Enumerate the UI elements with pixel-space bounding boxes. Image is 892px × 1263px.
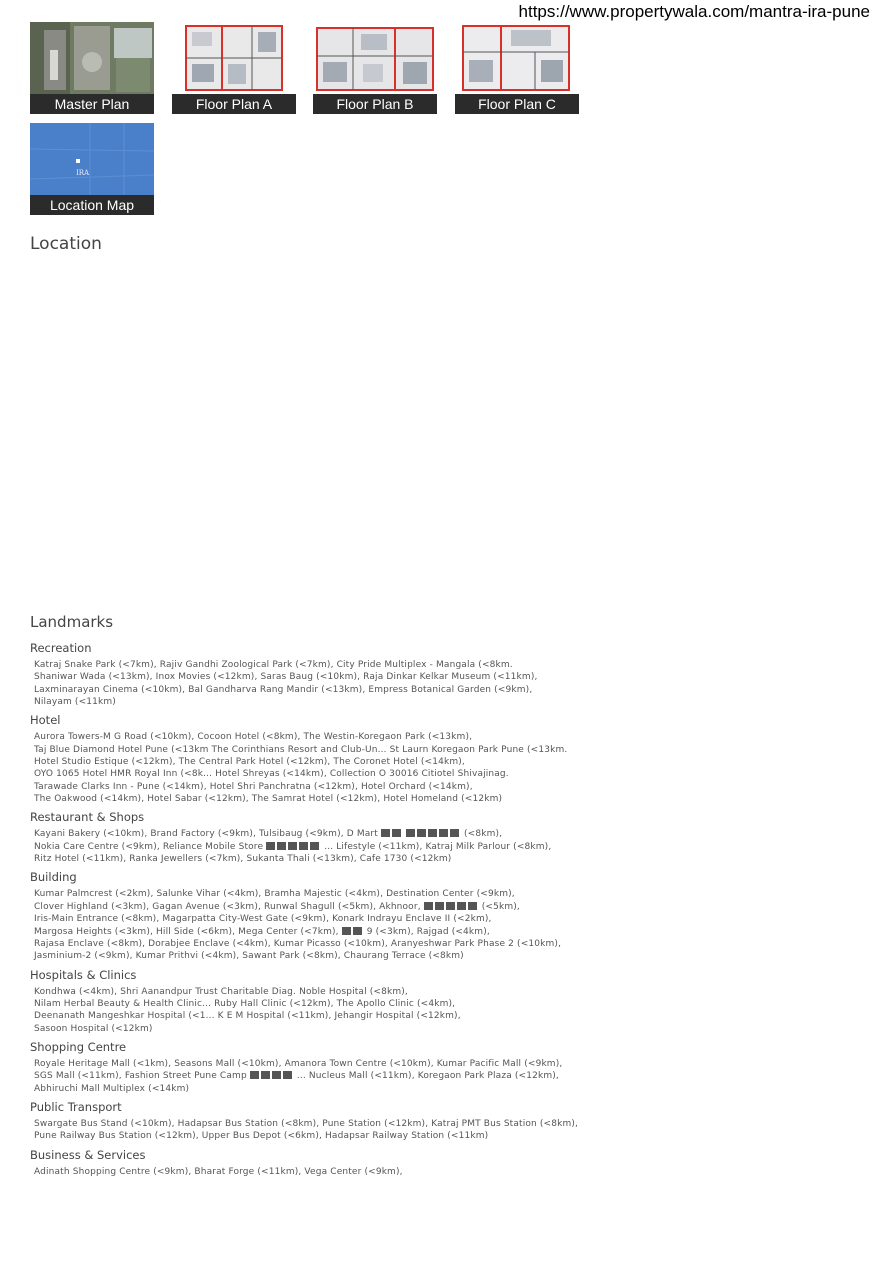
- landmark-section: [30, 870, 590, 962]
- landmark-section: [30, 968, 590, 1035]
- thumbnail-caption: Floor Plan A: [172, 94, 296, 114]
- unrendered-glyph-block: [299, 842, 308, 850]
- unrendered-glyph-block: [428, 829, 437, 837]
- landmark-line: [34, 986, 590, 998]
- landmark-text: OYO 1065 Hotel HMR Royal Inn (<8k... Hotel Shreyas (<14km), Collection O 30016 Citiotel Shivajinag.: [34, 769, 509, 780]
- landmark-section: [30, 641, 590, 708]
- landmark-text: Clover Highland (<3km), Gagan Avenue (<3km), Runwal Shagull (<5km), Akhnoor,: [34, 901, 421, 912]
- unrendered-glyph-block: [417, 829, 426, 837]
- landmark-text: Iris-Main Entrance (<8km), Magarpatta City-West Gate (<9km), Konark Indrayu Enclave II (<2km),: [34, 914, 492, 925]
- landmark-line: [34, 756, 590, 768]
- section-title: Hospitals & Clinics: [30, 967, 137, 982]
- landmark-line: [34, 768, 590, 780]
- landmarks-heading: Landmarks: [30, 613, 114, 631]
- location-map-thumbnail[interactable]: [30, 123, 154, 215]
- landmark-section: [30, 1100, 590, 1143]
- thumbnail-caption: Master Plan: [30, 94, 154, 114]
- landmark-text: Hotel Studio Estique (<12km), The Central Park Hotel (<12km), The Coronet Hotel (<14km),: [34, 757, 465, 768]
- landmark-text: Abhiruchi Mall Multiplex (<14km): [34, 1083, 190, 1094]
- landmark-text: The Oakwood (<14km), Hotel Sabar (<12km), The Samrat Hotel (<12km), Hotel Homeland (<12km): [34, 794, 503, 805]
- landmark-text: Nokia Care Centre (<9km), Reliance Mobile Store: [34, 841, 264, 852]
- landmark-line: [34, 793, 590, 805]
- unrendered-glyph-block: [435, 902, 444, 910]
- landmark-text-tail: ... Lifestyle (<11km), Katraj Milk Parlour (<8km),: [324, 841, 552, 852]
- unrendered-glyph-block: [381, 829, 390, 837]
- unrendered-glyph-block: [342, 927, 351, 935]
- landmark-line: [34, 841, 590, 853]
- landmark-text: Laxminarayan Cinema (<10km), Bal Gandharva Rang Mandir (<13km), Empress Botanical Garden (<9km),: [34, 684, 533, 695]
- floor-plan-b-image: [313, 22, 437, 94]
- section-title: Restaurant & Shops: [30, 810, 145, 825]
- landmark-text: Adinath Shopping Centre (<9km), Bharat Forge (<11km), Vega Center (<9km),: [34, 1166, 403, 1177]
- unrendered-glyph-block: [261, 1071, 270, 1079]
- landmark-line: [34, 781, 590, 793]
- landmark-line: [34, 1070, 590, 1082]
- landmark-line: [34, 901, 590, 913]
- landmark-line: [34, 659, 590, 671]
- unrendered-glyph-block: [457, 902, 466, 910]
- landmark-text: Rajasa Enclave (<8km), Dorabjee Enclave (<4km), Kumar Picasso (<10km), Aranyeshwar Park Phase 2 (<10km),: [34, 938, 562, 949]
- floor-plan-b-thumbnail[interactable]: [313, 22, 437, 114]
- section-title: Building: [30, 870, 77, 885]
- landmark-text: Deenanath Mangeshkar Hospital (<1... K E M Hospital (<11km), Jehangir Hospital (<12km),: [34, 1011, 461, 1022]
- landmark-line: [34, 998, 590, 1010]
- unrendered-glyph-block: [250, 1071, 259, 1079]
- map-pin-icon: [76, 159, 80, 163]
- landmark-text-tail: (<5km),: [481, 901, 520, 912]
- master-plan-thumbnail[interactable]: [30, 22, 154, 114]
- landmark-line: [34, 938, 590, 950]
- landmark-text: Margosa Heights (<3km), Hill Side (<6km), Mega Center (<7km),: [34, 926, 339, 937]
- thumbnail-caption: Location Map: [30, 195, 154, 215]
- landmark-section: [30, 1040, 590, 1095]
- location-heading: Location: [30, 234, 102, 254]
- landmark-text: Sasoon Hospital (<12km): [34, 1023, 153, 1034]
- unrendered-glyph-block: [446, 902, 455, 910]
- landmark-line: [34, 1130, 590, 1142]
- landmark-text: Nilayam (<11km): [34, 697, 116, 708]
- landmark-line: [34, 1058, 590, 1070]
- floor-plan-c-thumbnail[interactable]: [455, 22, 579, 114]
- floor-plan-a-thumbnail[interactable]: [172, 22, 296, 114]
- landmark-line: [34, 1166, 590, 1178]
- unrendered-glyph-block: [468, 902, 477, 910]
- map-label: IRA: [76, 169, 90, 177]
- landmark-text: Swargate Bus Stand (<10km), Hadapsar Bus Station (<8km), Pune Station (<12km), Katraj PMT Bus Station (<8km),: [34, 1118, 579, 1129]
- landmark-line: [34, 888, 590, 900]
- master-plan-image: [30, 22, 154, 94]
- unrendered-glyph-block: [272, 1071, 281, 1079]
- unrendered-glyph-block: [392, 829, 401, 837]
- landmark-text: SGS Mall (<11km), Fashion Street Pune Camp: [34, 1071, 247, 1082]
- landmark-text: Katraj Snake Park (<7km), Rajiv Gandhi Zoological Park (<7km), City Pride Multiplex - Mangala (<8km.: [34, 660, 513, 670]
- landmark-line: [34, 696, 590, 708]
- landmark-text: Kumar Palmcrest (<2km), Salunke Vihar (<4km), Bramha Majestic (<4km), Destination Center (<9km),: [34, 889, 515, 900]
- landmark-sections: [30, 641, 590, 1183]
- section-title: Recreation: [30, 641, 92, 655]
- landmark-text: Royale Heritage Mall (<1km), Seasons Mall (<10km), Amanora Town Centre (<10km), Kumar Pacific Mall (<9km),: [34, 1058, 563, 1069]
- unrendered-glyph-block: [424, 902, 433, 910]
- landmark-line: [34, 1083, 590, 1095]
- landmark-line: [34, 731, 590, 743]
- landmark-text-tail: ... Nucleus Mall (<11km), Koregaon Park Plaza (<12km),: [296, 1071, 559, 1082]
- unrendered-glyph-block: [406, 829, 415, 837]
- unrendered-glyph-block: [450, 829, 459, 837]
- landmark-line: [34, 744, 590, 756]
- section-title: Hotel: [30, 713, 61, 728]
- thumbnail-caption: Floor Plan C: [455, 94, 579, 114]
- unrendered-glyph-block: [283, 1071, 292, 1079]
- section-title: Public Transport: [30, 1099, 122, 1114]
- unrendered-glyph-block: [310, 842, 319, 850]
- landmark-text: Taj Blue Diamond Hotel Pune (<13km The Corinthians Resort and Club-Un... St Laurn Koregaon Park Pune (<13km.: [34, 744, 568, 755]
- landmark-section: [30, 713, 590, 805]
- landmark-line: [34, 853, 590, 865]
- floor-plan-c-image: [455, 22, 579, 94]
- landmark-line: [34, 1023, 590, 1035]
- landmark-line: [34, 684, 590, 696]
- landmark-line: [34, 926, 590, 938]
- unrendered-glyph-block: [353, 927, 362, 935]
- landmark-line: [34, 1010, 590, 1022]
- landmark-text: Pune Railway Bus Station (<12km), Upper Bus Depot (<6km), Hadapsar Railway Station (<11km): [34, 1131, 489, 1142]
- landmark-line: [34, 671, 590, 683]
- unrendered-glyph-block: [439, 829, 448, 837]
- landmark-line: [34, 828, 590, 840]
- landmark-text: Aurora Towers-M G Road (<10km), Cocoon Hotel (<8km), The Westin-Koregaon Park (<13km),: [34, 732, 473, 743]
- location-map-image: [30, 123, 154, 195]
- landmark-text-tail: 9 (<3km), Rajgad (<4km),: [366, 926, 490, 937]
- landmark-line: [34, 950, 590, 962]
- page-url[interactable]: https://www.propertywala.com/mantra-ira-pune: [518, 2, 870, 21]
- landmark-text: Ritz Hotel (<11km), Ranka Jewellers (<7km), Sukanta Thali (<13km), Cafe 1730 (<12km): [34, 854, 452, 865]
- landmark-section: [30, 810, 590, 865]
- floor-plan-a-image: [172, 22, 296, 94]
- landmark-line: [34, 913, 590, 925]
- landmark-text: Nilam Herbal Beauty & Health Clinic... Ruby Hall Clinic (<12km), The Apollo Clinic (<4km),: [34, 998, 456, 1009]
- unrendered-glyph-block: [288, 842, 297, 850]
- section-title: Shopping Centre: [30, 1039, 127, 1054]
- unrendered-glyph-block: [277, 842, 286, 850]
- thumbnail-caption: Floor Plan B: [313, 94, 437, 114]
- landmark-section: [30, 1148, 590, 1178]
- landmark-text: Tarawade Clarks Inn - Pune (<14km), Hotel Shri Panchratna (<12km), Hotel Orchard (<14km),: [34, 781, 473, 792]
- landmark-text: Kayani Bakery (<10km), Brand Factory (<9km), Tulsibaug (<9km), D Mart: [34, 829, 378, 840]
- landmark-line: [34, 1118, 590, 1130]
- landmark-text: Kondhwa (<4km), Shri Aanandpur Trust Charitable Diag. Noble Hospital (<8km),: [34, 986, 408, 997]
- landmark-text: Jasminium-2 (<9km), Kumar Prithvi (<4km), Sawant Park (<8km), Chaurang Terrace (<8km): [34, 951, 464, 962]
- landmark-text: Shaniwar Wada (<13km), Inox Movies (<12km), Saras Baug (<10km), Raja Dinkar Kelkar Museum (<11km),: [34, 672, 538, 683]
- section-title: Business & Services: [30, 1147, 146, 1162]
- unrendered-glyph-block: [266, 842, 275, 850]
- landmark-text-tail: (<8km),: [464, 829, 503, 840]
